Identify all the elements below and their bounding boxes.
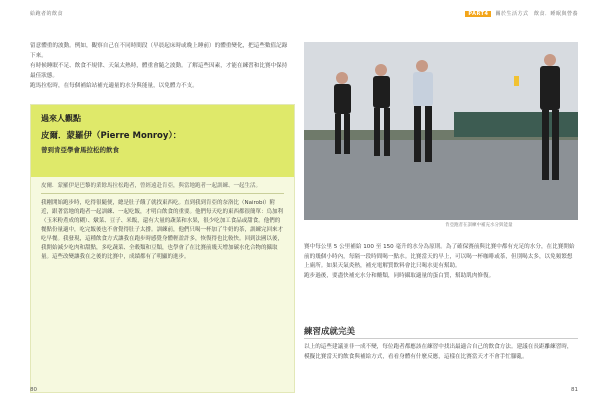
page-number-right: 81 [571, 387, 578, 393]
section-text [304, 343, 578, 362]
runners-illustration [304, 42, 578, 220]
intro-paragraph: 有時候睡眠不足、飲食不規律、天氣太熱時，體重會隨之波動。了解這些因素，才能在練習和比賽中保持最佳狀態。 [30, 63, 288, 79]
sidebar-box [30, 104, 295, 393]
chapter-title: 關於生活方式 飲食．睡眠與營養 [495, 11, 578, 17]
section-rule [304, 338, 578, 339]
sidebar-body: 我剛開始跑步時，吃得很隨便，總是肚子餓了就找東西吃。直到我到肯亞的奈洛比（Nairobi）附近，跟著當地的跑者一起訓練、一起吃飯，才明白飲食的重要。他們每天吃的東西都很簡單：烏加利（玉米粉煮成的糊）、燉菜、豆子、米飯，還有大量的蔬菜和水果，很少吃加工食品或甜食。他們的餐點份量適中，吃完飯後也不會覺得肚子太撐。訓練前，他們只喝一杯加了牛奶的茶，訓練完回來才吃早餐。我發現，這種飲食方式讓我在跑步時感覺身體輕盈許多，恢復得也比較快。回到法國以後，我開始減少吃肉和甜點，多吃蔬菜、全穀類和豆類，也學會了在比賽前幾天增加碳水化合物的攝取量。這些改變讓我在之後的比賽中，成績都有了明顯的進步。 [41, 200, 284, 260]
intro-text [30, 42, 292, 93]
page-number-left: 80 [30, 387, 37, 393]
photo-caption: 肯亞跑者在訓練中補充水分與能量 [445, 223, 513, 228]
intro-paragraph: 留意體重的波動。例如，觀察自己在不同時間段（早晨起床時或晚上睡前）的體重變化，把這些數值記錄下來。 [30, 43, 288, 59]
right-page [300, 0, 580, 405]
header-left: 給跑者的飲食 [30, 11, 64, 17]
sidebar-name: 皮爾．蒙羅伊（Pierre Monroy）： [41, 131, 182, 141]
part-badge: PART4 [465, 11, 491, 17]
left-page [30, 0, 295, 405]
intro-paragraph: 跑馬拉松時，在每個補給站補充適量的水分與能量，以免體力不支。 [30, 83, 198, 89]
section-paragraph: 以上的這些建議並非一成不變，每位跑者都應該在練習中找出最適合自己的飲食方法。建議在長距離練習時，模擬比賽當天的飲食與補給方式，看看身體有什麼反應，這樣在比賽當天才不會手忙腳亂。 [304, 344, 573, 360]
section-heading: 練習成就完美 [304, 327, 356, 337]
right-body-text [304, 243, 578, 281]
body-paragraph: 賽中每公里 5 公里補給 100 至 150 毫升的水分為原則。為了確保賽前與比賽中都有充足的水分，在比賽開始前的幾個小時內，每隔一段時間喝一點水。比賽當天的早上，可以喝一杯咖啡或茶，但別喝太多，以免頻繁想上廁所。如果天氣炎熱，補充電解質飲料會比只喝水更有幫助。 [304, 244, 575, 269]
body-paragraph: 跑步過後，要盡快補充水分和醣類，同時攝取適量的蛋白質，幫助肌肉修復。 [304, 272, 495, 279]
sidebar-caption: 皮爾．蒙羅伊是巴黎的業餘馬拉松跑者，曾經遠赴肯亞，與當地跑者一起訓練、一起生活。 [41, 181, 284, 194]
sidebar-subtitle: 曾到肯亞學會馬拉松的飲食 [41, 146, 119, 154]
sidebar-header [31, 105, 294, 177]
sidebar-title: 過來人觀點 [41, 114, 81, 123]
runners-photo [304, 42, 578, 220]
